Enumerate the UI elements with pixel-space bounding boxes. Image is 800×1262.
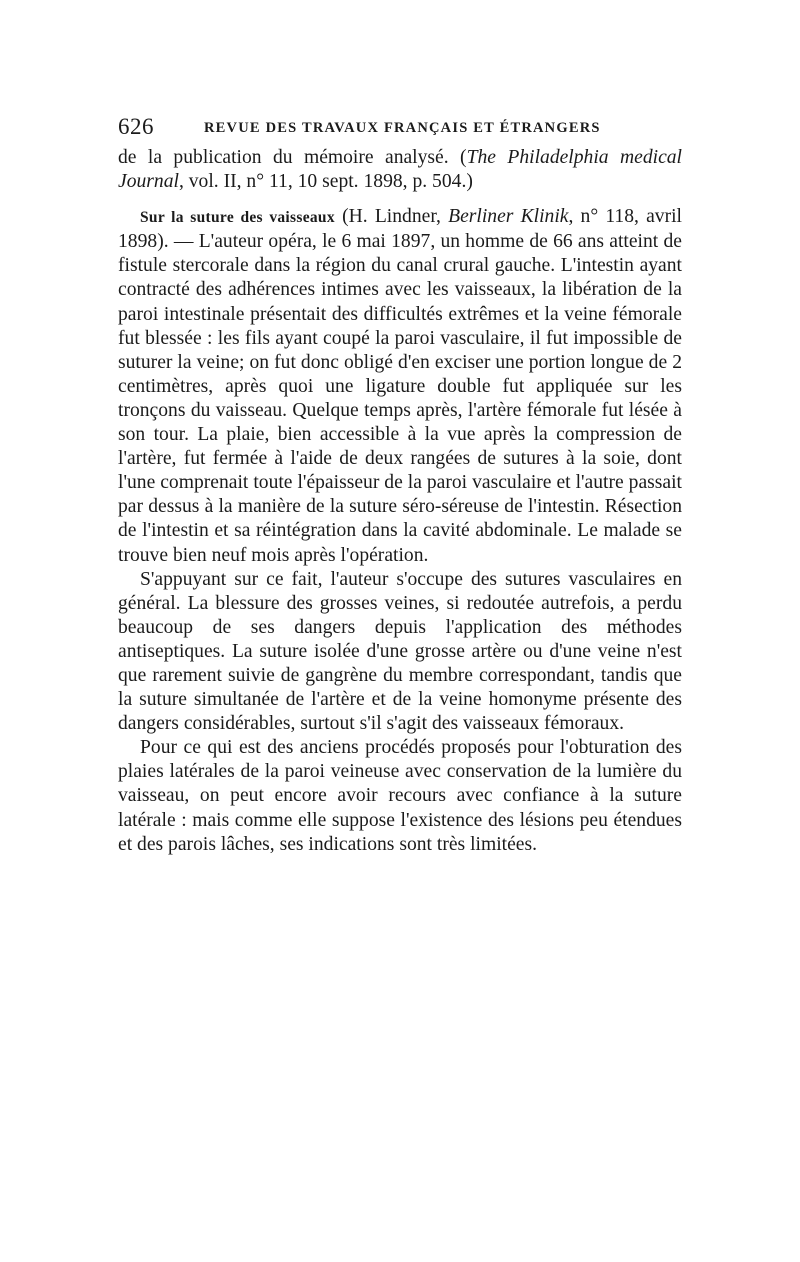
paragraph (118, 568, 682, 737)
journal-title: REVUE DES TRAVAUX FRANÇAIS ET ÉTRANGERS (204, 120, 601, 136)
journal-citation: Berliner Klinik (448, 206, 569, 228)
journal-citation: The Philadelphia medical Journal (118, 147, 683, 193)
page-number: 626 (118, 114, 154, 139)
running-head (118, 114, 690, 142)
paragraph-continuation (118, 146, 682, 194)
text-run: , vol. II, n° 11, 10 sept. 1898, p. 504.) (178, 171, 473, 193)
text-run: , n° 118, avril 1898). — L'auteur opéra, le 6 mai 1897, un homme de 66 ans atteint de fistule stercorale dans la région du canal crural gauche. L'intestin ayant contracté des adhérences intimes avec les vaisseaux, la libération de la paroi intestinale présentait des difficultés extrêmes et la veine fémorale fut blessée : les fils ayant coupé la paroi vasculaire, il fut impossible de suturer la veine; on fut donc obligé d'en exciser une portion longue de 2 centimètres, après quoi une ligature double fut appliquée sur les tronçons du vaisseau. Quelque temps après, l'artère fémorale fut lésée à son tour. La plaie, bien accessible à la vue après la compression de l'artère, fut fermée à l'aide de deux rangées de sutures à la soie, dont l'une comprenait toute l'épaisseur de la paroi vasculaire et l'autre passait par dessus à la manière de la suture séro-séreuse de l'intestin. Résection de l'intestin et sa réintégration dans la cavité abdominale. Le malade se trouve bien neuf mois après l'opération. (118, 206, 682, 566)
text-run: S'appuyant sur ce fait, l'auteur s'occupe des sutures vasculaires en général. La blessure des grosses veines, si redoutée autrefois, a perdu beaucoup de ses dangers depuis l'application des méthodes antiseptiques. La suture isolée d'une grosse artère ou d'une veine n'est que rarement suivie de gangrène du membre correspondant, tandis que la suture simultanée de l'artère et de la veine homonyme présente des dangers considérables, surtout s'il s'agit des vaisseaux fémoraux. (118, 568, 682, 735)
text-run: Pour ce qui est des anciens procédés proposés pour l'obturation des plaies latérales de la paroi veineuse avec conservation de la lumière du vaisseau, on peut encore avoir recours avec confiance à la suture latérale : mais comme elle suppose l'existence des lésions peu étendues et des parois lâches, ses indications sont très limitées. (118, 737, 682, 855)
text-run: de la publication du mémoire analysé. ( (118, 147, 467, 168)
paragraph-article (118, 205, 682, 567)
body-text (118, 146, 682, 857)
text-run: (H. Lindner, (334, 206, 449, 228)
article-title: Sur la suture des vaisseaux (140, 209, 335, 227)
paragraph (118, 736, 682, 856)
